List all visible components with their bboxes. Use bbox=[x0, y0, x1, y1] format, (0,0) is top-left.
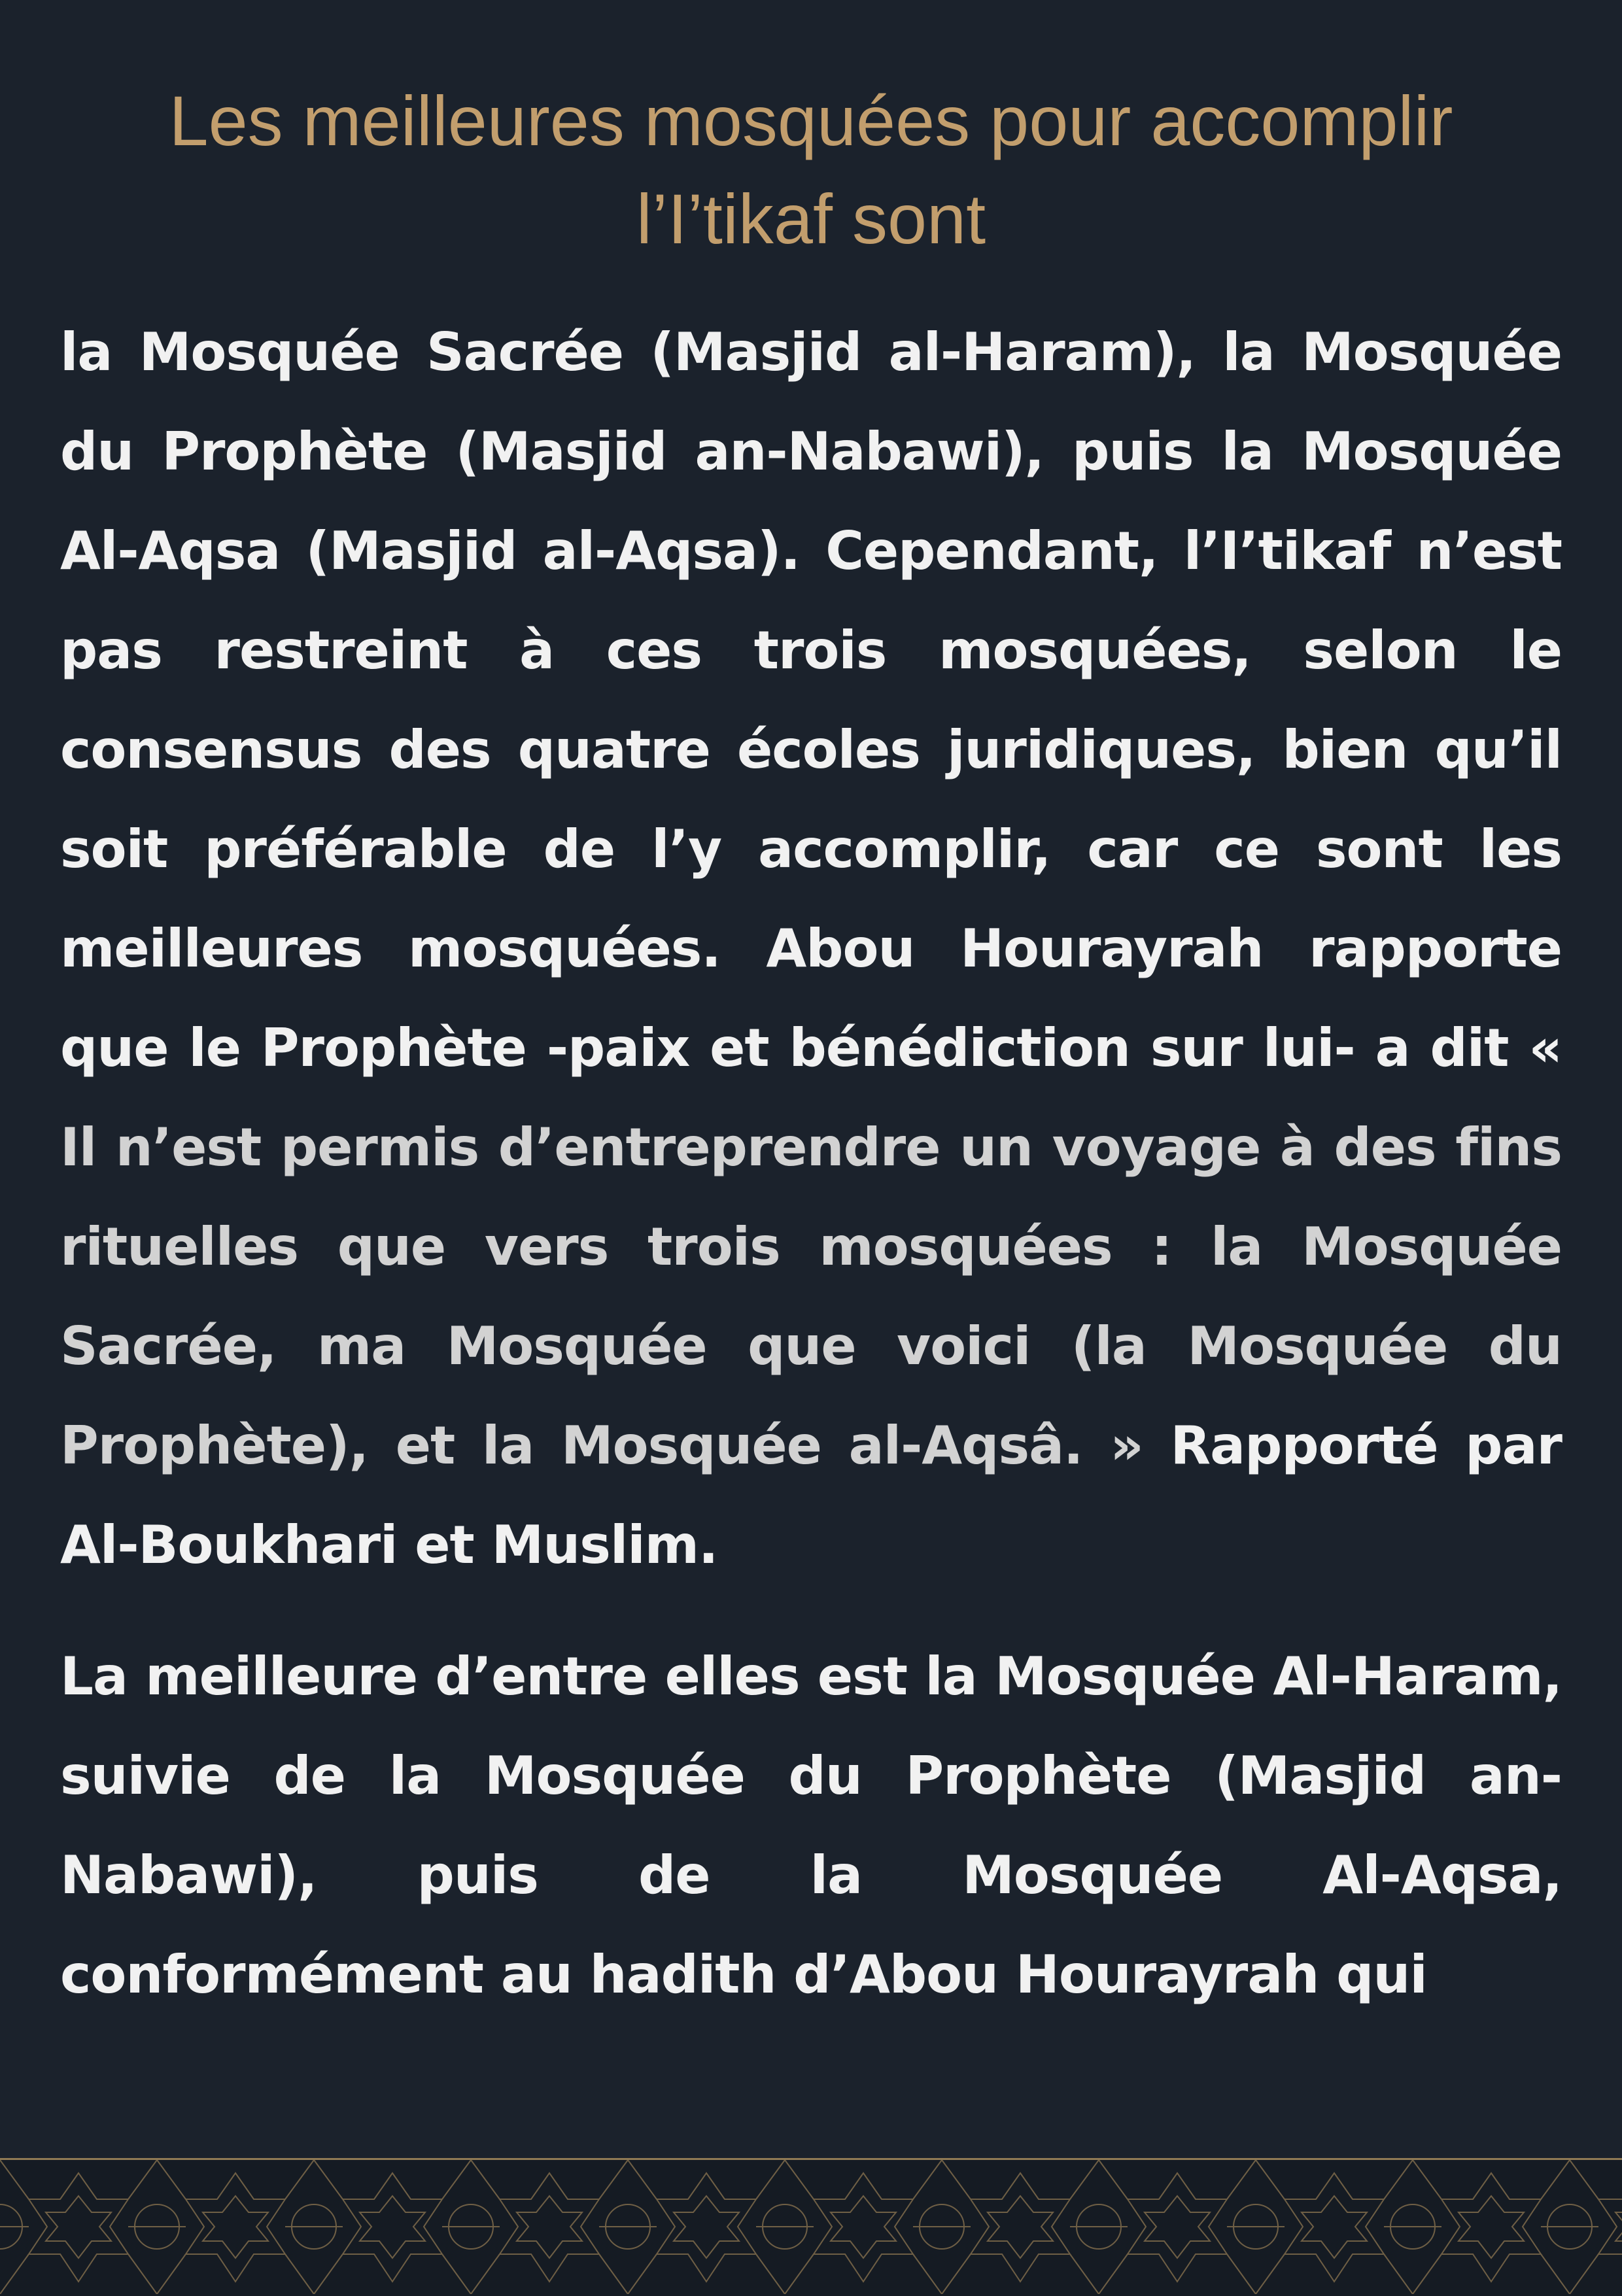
paragraph-2: La meilleure d’entre elles est la Mosquée Al-Haram, suivie de la Mosquée du Prophète (Masjid an-Nabawi), puis de la Mosquée Al-Aqsa, conformément au hadith d’Abou Hourayrah qui bbox=[60, 1646, 1562, 2005]
title-line-2: l’I’tikaf sont bbox=[636, 179, 986, 258]
hadith-source: Rapporté par Al-Boukhari et Muslim. bbox=[60, 1415, 1562, 1575]
title-line-1: Les meilleures mosquées pour accomplir bbox=[169, 81, 1453, 160]
page-title bbox=[78, 72, 1544, 268]
paragraph-1 bbox=[60, 303, 1562, 1595]
decorative-footer-pattern bbox=[0, 2158, 1622, 2296]
paragraph-1-intro: la Mosquée Sacrée (Masjid al-Haram), la Mosquée du Prophète (Masjid an-Nabawi), puis la Mosquée Al-Aqsa (Masjid al-Aqsa). Cependant, l’I’tikaf n’est pas restreint à ces trois mosquées, selon le consensus des quatre écoles juridiques, bien qu’il soit préférable de l’y accomplir, car ce sont les meilleures mosquées. Abou Hourayrah rapporte que le Prophète -paix et bénédiction sur lui- a dit « bbox=[60, 322, 1562, 1078]
hadith-quote: Il n’est permis d’entreprendre un voyage à des fins rituelles que vers trois mosquées : la Mosquée Sacrée, ma Mosquée que voici (la Mosquée du Prophète), et la Mosquée al-Aqsâ. » bbox=[60, 1117, 1562, 1476]
